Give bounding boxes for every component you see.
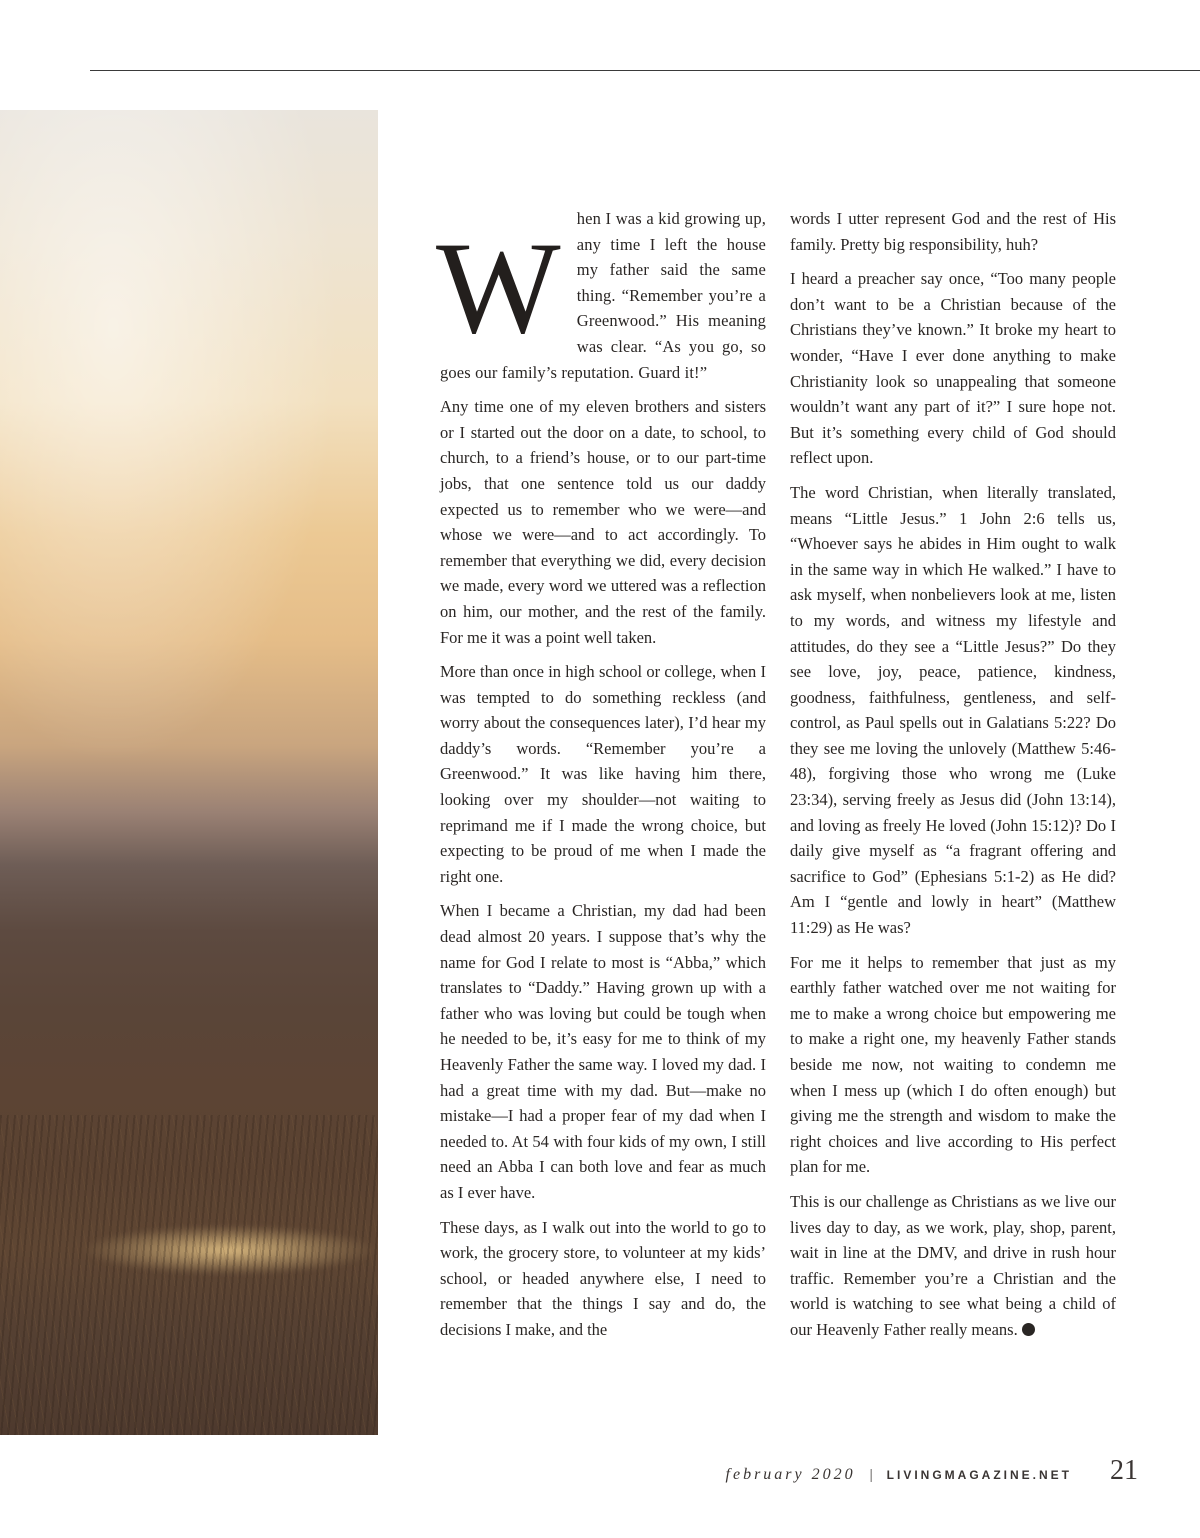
article-paragraph: For me it helps to remember that just as my earthly father watched over me not waiting for me to make a wrong choice but empowering me to make a right one, my heavenly Father stands beside me now, not waiting to condemn me when I mess up (which I do often enough) but giving me the strength and wisdom to make the right choices and live according to His perfect plan for me.: [790, 952, 1116, 1177]
photo-grass: [0, 1115, 378, 1435]
drop-cap: W: [436, 214, 561, 361]
website-link[interactable]: LIVINGMAGAZINE.NET: [886, 1468, 1072, 1482]
article-paragraph: Any time one of my eleven brothers and sisters or I started out the door on a date, to school, to church, to a friend’s house, or to our part-time jobs, that one sentence told us our daddy expected us to remember who we were—and whose we were—and to act accordingly. To remember that everything we did, every decision we made, every word we uttered was a reflection on him, our mother, and the rest of the family. For me it was a point well taken.: [440, 397, 766, 647]
article-paragraph: The word Christian, when literally translated, means “Little Jesus.” 1 John 2:6 tells us, “Whoever says he abides in Him ought to walk in the same way in which He walked.” I have to ask myself, when nonbelievers look at me, listen to my words, and witness my lifestyle and attitudes, do they see a “Little Jesus?” Do they see love, joy, peace, patience, kindness, goodness, faithfulness, gentleness, and self-control, as Paul spells out in Galatians 5:22? Do they see me loving the unlovely (Matthew 5:46-48), forgiving those who wrong me (Luke 23:34), serving freely as Jesus did (John 13:14), and loving as freely He loved (John 15:12)? Do I daily give myself as “a fragrant offering and sacrifice to God” (Ephesians 5:1-2) as He did? Am I “gentle and lowly in heart” (Matthew 11:29) as He was?: [790, 482, 1116, 938]
photo-sky-haze: [0, 110, 378, 839]
article-column-left: [436, 206, 766, 1352]
paragraph-text: This is our challenge as Christians as we live our lives day to day, as we work, play, shop, parent, wait in line at the DMV, and drive in rush hour traffic. Remember you’re a Christian and the world is watching to see what being a child of our Heavenly Father really means.: [790, 1191, 1116, 1339]
issue-date: february 2020: [725, 1466, 856, 1483]
article-paragraph: [790, 1189, 1116, 1343]
page-number: 21: [1110, 1455, 1138, 1486]
end-mark-icon: [1022, 1323, 1035, 1336]
article-column-right: [790, 206, 1116, 1352]
page-footer: [726, 1455, 1138, 1495]
article-paragraph: When I became a Christian, my dad had been dead almost 20 years. I suppose that’s why the name for God I relate to most is “Abba,” which translates to “Daddy.” Having grown up with a father who was loving but could be tough when he needed to be, it’s easy for me to think of my Heavenly Father the same way. I loved my dad. I had a great time with my dad. But—make no mistake—I had a proper fear of my dad when I needed to. At 54 with four kids of my own, I still need an Abba I can both love and fear as much as I ever have.: [440, 901, 766, 1202]
article-paragraph: I heard a preacher say once, “Too many people don’t want to be a Christian because of the Christians they’ve known.” It broke my heart to wonder, “Have I ever done anything to make Christianity look so unappealing that someone wouldn’t want any part of it?” I sure hope not. But it’s something every child of God should reflect upon.: [790, 269, 1116, 468]
footer-separator: |: [869, 1467, 873, 1483]
article-paragraph: [436, 206, 766, 385]
article-paragraph: More than once in high school or college, when I was tempted to do something reckless (and worry about the consequences later), I’d hear my daddy’s words. “Remember you’re a Greenwood.” It was like having him there, looking over my shoulder—not waiting to reprimand me if I made the wrong choice, but expecting to be proud of me when I made the right one.: [440, 662, 766, 886]
sunset-field-photo: [0, 110, 378, 1435]
article-paragraph: words I utter represent God and the rest of His family. Pretty big responsibility, huh?: [790, 209, 1116, 254]
top-rule: [90, 70, 1200, 71]
article-paragraph: These days, as I walk out into the world to go to work, the grocery store, to volunteer at my kids’ school, or headed anywhere else, I need to remember that the things I say and do, the decisions I make, and the: [440, 1217, 766, 1339]
paragraph-text: hen I was a kid growing up, any time I left the house my father said the same thing. “Remember you’re a Greenwood.” His meaning was clear. “As you go, so goes our family’s reputation. Guard it!”: [440, 209, 766, 382]
